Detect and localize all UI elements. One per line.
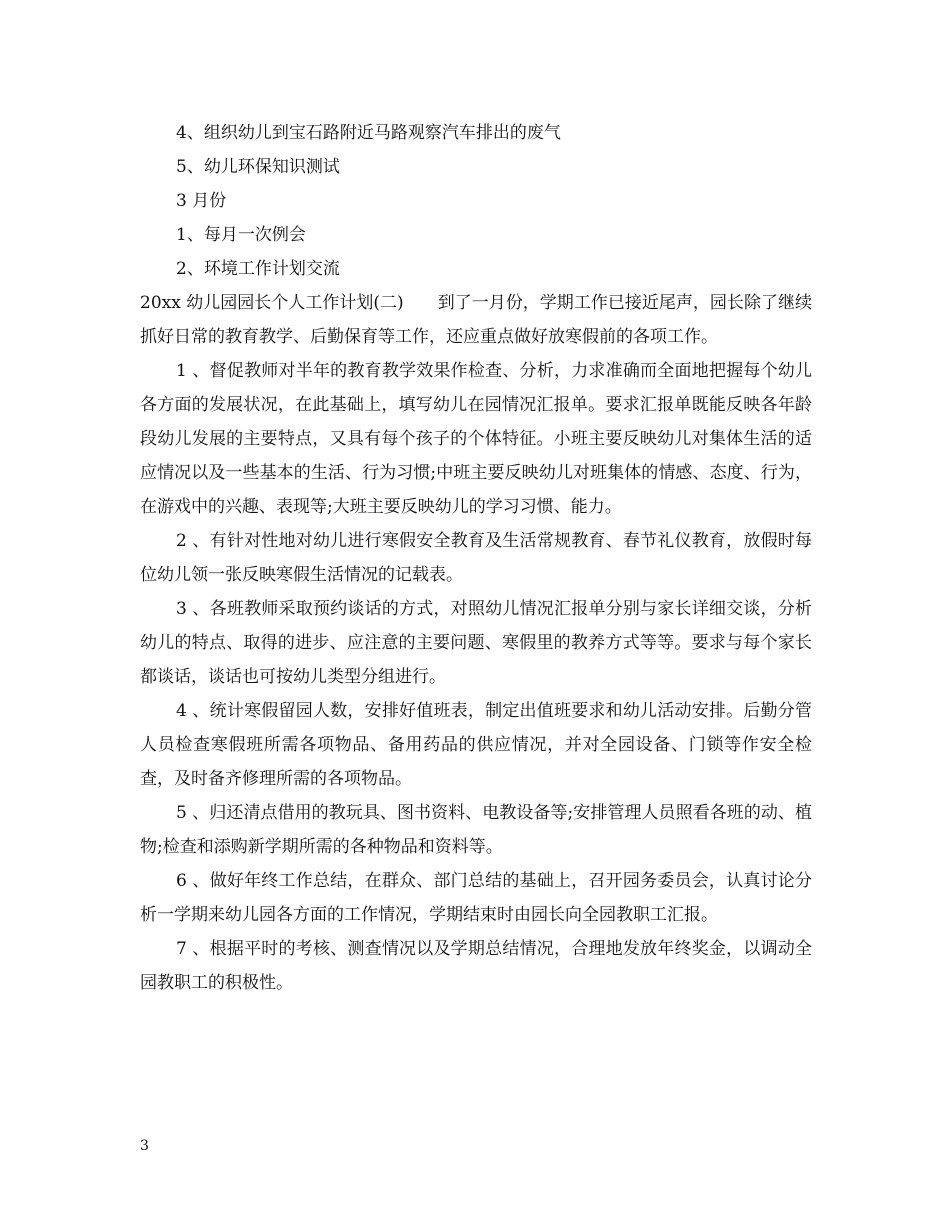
paragraph: 3 、各班教师采取预约谈话的方式，对照幼儿情况汇报单分别与家长详细交谈，分析幼儿的特点、取得的进步、应注意的主要问题、寒假里的教养方式等等。要求与每个家长都谈话，谈话也可按幼儿类型分组进行。 bbox=[140, 599, 812, 687]
page-number: 3 bbox=[140, 1138, 149, 1154]
paragraph: 7 、根据平时的考核、测查情况以及学期总结情况，合理地发放年终奖金，以调动全园教职工的积极性。 bbox=[140, 939, 812, 993]
paragraph: 1 、督促教师对半年的教育教学效果作检查、分析，力求准确而全面地把握每个幼儿各方面的发展状况，在此基础上，填写幼儿在园情况汇报单。要求汇报单既能反映各年龄段幼儿发展的主要特点，又具有每个孩子的个体特征。小班主要反映幼儿对集体生活的适应情况以及一些基本的生活、行为习惯;中班主要反映幼儿对班集体的情感、态度、行为，在游戏中的兴趣、表现等;大班主要反映幼儿的学习习惯、能力。 bbox=[140, 361, 812, 517]
document-body bbox=[140, 116, 812, 1000]
month-heading: 3 月份 bbox=[176, 191, 227, 211]
list-item: 4、组织幼儿到宝石路附近马路观察汽车排出的废气 bbox=[176, 123, 561, 143]
list-item: 2、环境工作计划交流 bbox=[176, 259, 340, 279]
intro-paragraph: 20xx 幼儿园园长个人工作计划(二) 到了一月份，学期工作已接近尾声，园长除了继续抓好日常的教育教学、后勤保育等工作，还应重点做好放寒假前的各项工作。 bbox=[140, 293, 812, 347]
list-item: 5、幼儿环保知识测试 bbox=[176, 157, 340, 177]
paragraph: 6 、做好年终工作总结，在群众、部门总结的基础上，召开园务委员会，认真讨论分析一学期来幼儿园各方面的工作情况，学期结束时由园长向全园教职工汇报。 bbox=[140, 871, 812, 925]
list-item: 1、每月一次例会 bbox=[176, 225, 306, 245]
paragraph: 4 、统计寒假留园人数，安排好值班表，制定出值班要求和幼儿活动安排。后勤分管人员检查寒假班所需各项物品、备用药品的供应情况，并对全园设备、门锁等作安全检查，及时备齐修理所需的各项物品。 bbox=[140, 701, 812, 789]
paragraph: 2 、有针对性地对幼儿进行寒假安全教育及生活常规教育、春节礼仪教育，放假时每位幼儿领一张反映寒假生活情况的记载表。 bbox=[140, 531, 812, 585]
paragraph: 5 、归还清点借用的教玩具、图书资料、电教设备等;安排管理人员照看各班的动、植物;检查和添购新学期所需的各种物品和资料等。 bbox=[140, 803, 812, 857]
